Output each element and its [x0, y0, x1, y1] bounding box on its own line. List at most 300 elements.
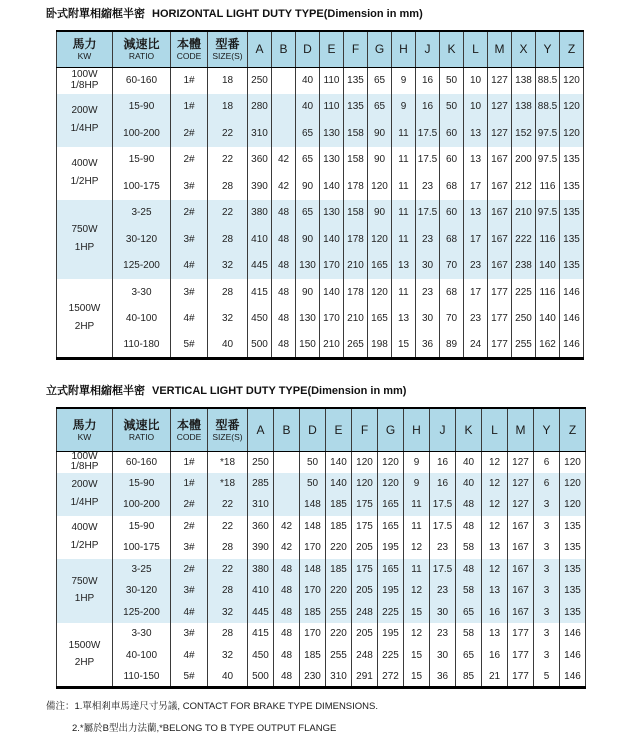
- data-cell: *18: [208, 473, 248, 495]
- data-cell: 120: [560, 94, 584, 121]
- data-cell: 17.5: [430, 494, 456, 516]
- data-cell: 32: [208, 645, 248, 667]
- data-cell: 22: [208, 147, 248, 174]
- data-cell: 3: [534, 602, 560, 624]
- data-cell: 48: [274, 580, 300, 602]
- data-cell: 248: [352, 645, 378, 667]
- data-cell: 185: [326, 494, 352, 516]
- dimension-column-header: D: [296, 31, 320, 67]
- data-cell: 140: [326, 473, 352, 495]
- data-cell: 135: [344, 94, 368, 121]
- data-cell: 28: [208, 537, 248, 559]
- data-cell: 90: [368, 200, 392, 227]
- data-cell: 2#: [171, 494, 208, 516]
- data-cell: 89: [440, 332, 464, 359]
- power-rating-cell: 200W 1/4HP: [57, 94, 113, 147]
- data-cell: 28: [208, 173, 248, 200]
- data-cell: 60-160: [113, 451, 171, 473]
- data-cell: 1#: [171, 451, 208, 473]
- data-cell: 195: [378, 537, 404, 559]
- data-cell: 30: [430, 645, 456, 667]
- data-cell: 42: [274, 537, 300, 559]
- data-cell: 40: [456, 473, 482, 495]
- data-cell: [274, 494, 300, 516]
- data-cell: 116: [536, 226, 560, 253]
- data-cell: 127: [508, 473, 534, 495]
- data-cell: 146: [560, 645, 586, 667]
- data-cell: 13: [392, 306, 416, 333]
- data-cell: 250: [248, 67, 272, 94]
- data-cell: 48: [274, 645, 300, 667]
- data-cell: 12: [482, 451, 508, 473]
- dimension-column-header: Z: [560, 408, 586, 451]
- data-cell: 48: [274, 559, 300, 581]
- data-cell: 177: [508, 666, 534, 688]
- data-cell: 2#: [171, 516, 208, 538]
- data-cell: 380: [248, 200, 272, 227]
- table-row: [57, 666, 586, 688]
- data-cell: 65: [296, 147, 320, 174]
- data-cell: 248: [352, 602, 378, 624]
- data-cell: 225: [378, 602, 404, 624]
- data-cell: 13: [464, 147, 488, 174]
- data-cell: 225: [512, 279, 536, 306]
- table-row: [57, 200, 584, 227]
- data-cell: 116: [536, 173, 560, 200]
- data-cell: 9: [392, 94, 416, 121]
- data-cell: [274, 473, 300, 495]
- data-cell: 135: [560, 516, 586, 538]
- data-cell: 28: [208, 279, 248, 306]
- data-cell: 50: [440, 67, 464, 94]
- dimension-column-header: G: [378, 408, 404, 451]
- data-cell: 3: [534, 580, 560, 602]
- data-cell: 450: [248, 306, 272, 333]
- data-cell: 205: [352, 580, 378, 602]
- data-cell: 48: [274, 623, 300, 645]
- data-cell: 16: [416, 94, 440, 121]
- data-cell: 185: [326, 559, 352, 581]
- power-rating-cell: 1500W 2HP: [57, 623, 113, 688]
- data-cell: 13: [482, 580, 508, 602]
- data-cell: 125-200: [113, 253, 171, 280]
- data-cell: 3-25: [113, 200, 171, 227]
- data-cell: 42: [272, 147, 296, 174]
- data-cell: 65: [368, 67, 392, 94]
- data-cell: 110: [320, 67, 344, 94]
- data-cell: 120: [378, 473, 404, 495]
- data-cell: 5: [534, 666, 560, 688]
- data-cell: 90: [296, 226, 320, 253]
- data-cell: 410: [248, 226, 272, 253]
- table-row: [57, 173, 584, 200]
- data-cell: 130: [320, 147, 344, 174]
- power-rating-cell: 1500W 2HP: [57, 279, 113, 359]
- data-cell: 16: [416, 67, 440, 94]
- table-row: [57, 494, 586, 516]
- data-cell: 48: [272, 332, 296, 359]
- dimension-column-header: A: [248, 31, 272, 67]
- data-cell: 148: [300, 559, 326, 581]
- data-cell: 255: [326, 645, 352, 667]
- data-cell: 65: [296, 120, 320, 147]
- data-cell: 120: [352, 473, 378, 495]
- data-cell: 17.5: [416, 147, 440, 174]
- data-cell: 170: [300, 580, 326, 602]
- data-cell: 90: [296, 173, 320, 200]
- data-cell: 500: [248, 332, 272, 359]
- data-cell: 17.5: [416, 200, 440, 227]
- data-cell: 177: [508, 645, 534, 667]
- data-cell: 210: [344, 306, 368, 333]
- data-cell: 415: [248, 623, 274, 645]
- data-cell: 140: [320, 279, 344, 306]
- data-cell: 50: [300, 473, 326, 495]
- data-cell: 16: [482, 602, 508, 624]
- data-cell: 167: [508, 516, 534, 538]
- header-row: [57, 31, 584, 67]
- data-cell: 30: [416, 306, 440, 333]
- data-cell: 127: [488, 67, 512, 94]
- data-cell: 135: [560, 147, 584, 174]
- data-cell: 210: [320, 332, 344, 359]
- dimension-column-header: L: [464, 31, 488, 67]
- data-cell: 60: [440, 147, 464, 174]
- data-cell: 380: [248, 559, 274, 581]
- data-cell: 32: [208, 253, 248, 280]
- data-cell: 120: [560, 67, 584, 94]
- data-cell: [272, 94, 296, 121]
- data-cell: 68: [440, 173, 464, 200]
- data-cell: 97.5: [536, 147, 560, 174]
- data-cell: 23: [430, 623, 456, 645]
- data-cell: 23: [430, 580, 456, 602]
- data-cell: 130: [296, 253, 320, 280]
- data-cell: 97.5: [536, 200, 560, 227]
- data-cell: *18: [208, 451, 248, 473]
- data-cell: 170: [320, 253, 344, 280]
- data-cell: 12: [482, 473, 508, 495]
- data-cell: 225: [378, 645, 404, 667]
- data-cell: 210: [512, 200, 536, 227]
- data-cell: 120: [560, 494, 586, 516]
- data-cell: 135: [560, 173, 584, 200]
- data-cell: 11: [404, 559, 430, 581]
- data-cell: 2#: [171, 200, 208, 227]
- column-header: 型番 SIZE(S): [208, 31, 248, 67]
- data-cell: 3#: [171, 537, 208, 559]
- data-cell: 500: [248, 666, 274, 688]
- data-cell: 120: [352, 451, 378, 473]
- footnotes: [46, 698, 639, 734]
- data-cell: 130: [296, 306, 320, 333]
- data-cell: 12: [482, 559, 508, 581]
- data-cell: 170: [320, 306, 344, 333]
- data-cell: 2#: [171, 147, 208, 174]
- dimension-column-header: M: [488, 31, 512, 67]
- data-cell: 3: [534, 559, 560, 581]
- data-cell: 58: [456, 537, 482, 559]
- data-cell: 16: [430, 451, 456, 473]
- data-cell: 360: [248, 516, 274, 538]
- data-cell: 15: [404, 602, 430, 624]
- dimension-column-header: H: [392, 31, 416, 67]
- data-cell: 140: [536, 253, 560, 280]
- data-cell: 12: [404, 623, 430, 645]
- data-cell: 11: [392, 173, 416, 200]
- data-cell: 3: [534, 645, 560, 667]
- data-cell: 165: [368, 253, 392, 280]
- data-cell: 177: [508, 623, 534, 645]
- horizontal-table-title: [46, 5, 639, 21]
- column-header: 馬力 KW: [57, 408, 113, 451]
- data-cell: 90: [368, 120, 392, 147]
- data-cell: 12: [404, 580, 430, 602]
- data-cell: 167: [508, 559, 534, 581]
- column-header: 減速比 RATIO: [113, 408, 171, 451]
- data-cell: 5#: [171, 332, 208, 359]
- data-cell: 220: [326, 537, 352, 559]
- data-cell: 48: [272, 279, 296, 306]
- data-cell: 255: [326, 602, 352, 624]
- data-cell: 68: [440, 279, 464, 306]
- table-row: [57, 559, 586, 581]
- table-row: [57, 623, 586, 645]
- data-cell: 177: [488, 279, 512, 306]
- data-cell: 140: [320, 173, 344, 200]
- power-rating-cell: 200W 1/4HP: [57, 473, 113, 516]
- data-cell: 28: [208, 580, 248, 602]
- data-cell: 138: [512, 67, 536, 94]
- data-cell: 4#: [171, 253, 208, 280]
- data-cell: 158: [344, 200, 368, 227]
- data-cell: 415: [248, 279, 272, 306]
- data-cell: 11: [404, 494, 430, 516]
- vertical-table-title: [46, 382, 639, 398]
- data-cell: 32: [208, 602, 248, 624]
- data-cell: 127: [488, 120, 512, 147]
- dimension-column-header: E: [326, 408, 352, 451]
- data-cell: 116: [536, 279, 560, 306]
- data-cell: 30: [430, 602, 456, 624]
- data-cell: 120: [560, 120, 584, 147]
- data-cell: 23: [464, 253, 488, 280]
- data-cell: 15: [404, 645, 430, 667]
- data-cell: 48: [274, 666, 300, 688]
- data-cell: 11: [392, 200, 416, 227]
- data-cell: 48: [456, 559, 482, 581]
- data-cell: 9: [392, 67, 416, 94]
- data-cell: 255: [512, 332, 536, 359]
- data-cell: 15-90: [113, 94, 171, 121]
- data-cell: 40: [208, 332, 248, 359]
- data-cell: 150: [296, 332, 320, 359]
- data-cell: 16: [482, 645, 508, 667]
- data-cell: 12: [482, 494, 508, 516]
- vertical-title-chinese: 立式附單相縮框半密: [46, 385, 145, 397]
- dimension-column-header: D: [300, 408, 326, 451]
- table-row: [57, 602, 586, 624]
- data-cell: 185: [326, 516, 352, 538]
- data-cell: 148: [300, 516, 326, 538]
- data-cell: 165: [378, 516, 404, 538]
- data-cell: 48: [272, 306, 296, 333]
- data-cell: 11: [404, 516, 430, 538]
- table-row: [57, 147, 584, 174]
- data-cell: 100-175: [113, 173, 171, 200]
- data-cell: 4#: [171, 306, 208, 333]
- data-cell: 13: [482, 623, 508, 645]
- data-cell: 60: [440, 200, 464, 227]
- data-cell: 22: [208, 516, 248, 538]
- vertical-table-section: [46, 382, 639, 689]
- data-cell: 127: [508, 494, 534, 516]
- data-cell: 162: [536, 332, 560, 359]
- data-cell: 177: [488, 306, 512, 333]
- data-cell: 167: [488, 147, 512, 174]
- data-cell: 30: [416, 253, 440, 280]
- data-cell: 65: [456, 645, 482, 667]
- data-cell: 146: [560, 666, 586, 688]
- data-cell: 170: [300, 623, 326, 645]
- data-cell: 165: [368, 306, 392, 333]
- data-cell: 17: [464, 279, 488, 306]
- data-cell: 3: [534, 623, 560, 645]
- data-cell: 1#: [171, 67, 208, 94]
- data-cell: 42: [274, 516, 300, 538]
- data-cell: 135: [560, 537, 586, 559]
- data-cell: 40: [456, 451, 482, 473]
- data-cell: 3#: [171, 226, 208, 253]
- data-cell: 18: [208, 94, 248, 121]
- data-cell: 23: [430, 537, 456, 559]
- data-cell: 60-160: [113, 67, 171, 94]
- data-cell: 65: [368, 94, 392, 121]
- table-row: [57, 279, 584, 306]
- data-cell: 1#: [171, 94, 208, 121]
- power-rating-cell: 750W 1HP: [57, 559, 113, 624]
- data-cell: 85: [456, 666, 482, 688]
- data-cell: 110: [320, 94, 344, 121]
- data-cell: 5#: [171, 666, 208, 688]
- data-cell: 152: [512, 120, 536, 147]
- dimension-column-header: K: [440, 31, 464, 67]
- data-cell: 60: [440, 120, 464, 147]
- power-rating-cell: 100W 1/8HP: [57, 67, 113, 94]
- spec-sheet-page: [46, 5, 639, 734]
- data-cell: 22: [208, 559, 248, 581]
- data-cell: 265: [344, 332, 368, 359]
- data-cell: 285: [248, 473, 274, 495]
- data-cell: 212: [512, 173, 536, 200]
- data-cell: 15-90: [113, 516, 171, 538]
- data-cell: 3-25: [113, 559, 171, 581]
- data-cell: 178: [344, 173, 368, 200]
- vertical-title-english: VERTICAL LIGHT DUTY TYPE(Dimension in mm): [152, 385, 407, 397]
- data-cell: 3: [534, 494, 560, 516]
- data-cell: 140: [536, 306, 560, 333]
- data-cell: 445: [248, 602, 274, 624]
- table-row: [57, 516, 586, 538]
- data-cell: 135: [560, 580, 586, 602]
- vertical-light-duty-table: [56, 407, 586, 689]
- data-cell: 11: [392, 120, 416, 147]
- data-cell: 40: [208, 666, 248, 688]
- data-cell: 198: [368, 332, 392, 359]
- data-cell: 3#: [171, 623, 208, 645]
- power-rating-cell: 750W 1HP: [57, 200, 113, 280]
- data-cell: 1#: [171, 473, 208, 495]
- data-cell: 13: [392, 253, 416, 280]
- data-cell: 70: [440, 253, 464, 280]
- data-cell: 23: [464, 306, 488, 333]
- data-cell: 140: [320, 226, 344, 253]
- data-cell: 3: [534, 537, 560, 559]
- data-cell: 22: [208, 120, 248, 147]
- data-cell: 135: [560, 253, 584, 280]
- data-cell: 3#: [171, 173, 208, 200]
- dimension-column-header: M: [508, 408, 534, 451]
- data-cell: 50: [440, 94, 464, 121]
- power-rating-cell: 400W 1/2HP: [57, 147, 113, 200]
- data-cell: 175: [352, 559, 378, 581]
- data-cell: 48: [456, 516, 482, 538]
- data-cell: 250: [248, 451, 274, 473]
- data-cell: 50: [300, 451, 326, 473]
- data-cell: 310: [248, 120, 272, 147]
- data-cell: 125-200: [113, 602, 171, 624]
- dimension-column-header: Y: [536, 31, 560, 67]
- data-cell: 100-200: [113, 120, 171, 147]
- data-cell: 178: [344, 226, 368, 253]
- data-cell: 15-90: [113, 473, 171, 495]
- data-cell: 3#: [171, 580, 208, 602]
- table-row: [57, 226, 584, 253]
- table-row: [57, 537, 586, 559]
- data-cell: 48: [274, 602, 300, 624]
- table-row: [57, 120, 584, 147]
- data-cell: 120: [368, 279, 392, 306]
- table-row: [57, 645, 586, 667]
- data-cell: 205: [352, 623, 378, 645]
- data-cell: 12: [404, 537, 430, 559]
- data-cell: 110-180: [113, 332, 171, 359]
- data-cell: 146: [560, 279, 584, 306]
- data-cell: 48: [272, 226, 296, 253]
- data-cell: 135: [560, 226, 584, 253]
- data-cell: 15: [404, 666, 430, 688]
- column-header: 型番 SIZE(S): [208, 408, 248, 451]
- data-cell: 23: [416, 226, 440, 253]
- dimension-column-header: X: [512, 31, 536, 67]
- data-cell: 360: [248, 147, 272, 174]
- data-cell: 146: [560, 332, 584, 359]
- data-cell: 175: [352, 494, 378, 516]
- data-cell: 177: [488, 332, 512, 359]
- data-cell: 200: [512, 147, 536, 174]
- data-cell: 185: [300, 645, 326, 667]
- dimension-column-header: J: [430, 408, 456, 451]
- data-cell: 48: [456, 494, 482, 516]
- horizontal-title-english: HORIZONTAL LIGHT DUTY TYPE(Dimension in mm): [152, 8, 423, 20]
- data-cell: 12: [482, 516, 508, 538]
- data-cell: 120: [378, 451, 404, 473]
- data-cell: 220: [326, 623, 352, 645]
- data-cell: 238: [512, 253, 536, 280]
- header-row: [57, 408, 586, 451]
- power-rating-cell: 100W 1/8HP: [57, 451, 113, 473]
- data-cell: [272, 120, 296, 147]
